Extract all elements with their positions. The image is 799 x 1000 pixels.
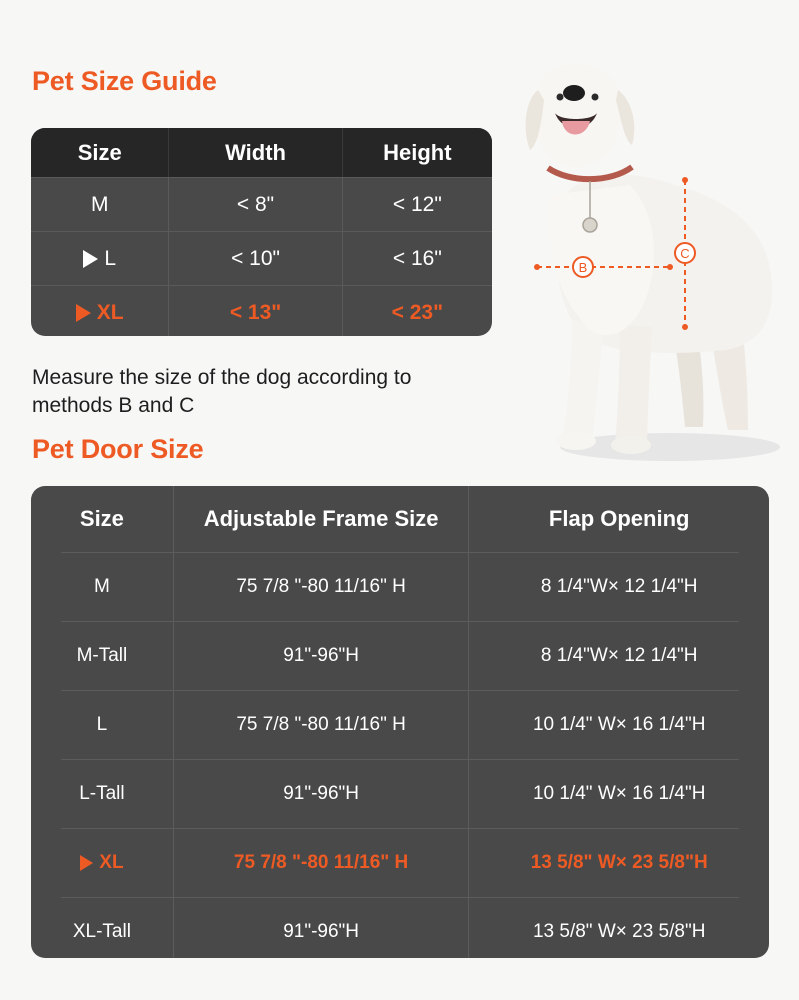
header-flap-opening: Flap Opening [468, 486, 769, 552]
table-row-highlighted [31, 829, 769, 897]
flap-cell: 10 1/4" W× 16 1/4"H [468, 760, 769, 828]
height-cell: < 12" [342, 178, 492, 231]
table-row [31, 691, 769, 759]
flap-cell: 8 1/4"W× 12 1/4"H [468, 622, 769, 690]
size-cell: M [90, 192, 109, 216]
table-row [31, 898, 769, 958]
height-cell: < 16" [342, 232, 492, 285]
dog-illustration [500, 55, 790, 465]
header-width: Width [168, 128, 341, 177]
size-cell: L-Tall [79, 783, 125, 804]
table-row [31, 622, 769, 690]
flap-cell: 10 1/4" W× 16 1/4"H [468, 691, 769, 759]
table-row [31, 177, 492, 231]
width-cell: < 8" [168, 178, 341, 231]
door-table-header [31, 486, 769, 552]
size-cell: M [93, 576, 110, 597]
frame-cell: 91"-96"H [173, 760, 469, 828]
door-size-table [31, 486, 769, 958]
size-guide-table [31, 128, 492, 336]
table-row [31, 553, 769, 621]
label-c: C [680, 246, 690, 261]
measure-note: Measure the size of the dog according to methods B and C [32, 366, 412, 417]
label-b: B [578, 260, 588, 275]
size-cell [31, 286, 168, 336]
play-arrow-icon [80, 855, 93, 871]
size-cell: XL-Tall [72, 921, 131, 942]
header-height: Height [342, 128, 492, 177]
height-cell: < 23" [342, 286, 492, 336]
size-label: L [104, 246, 117, 270]
play-arrow-icon [76, 304, 91, 322]
size-cell: M-Tall [76, 645, 128, 666]
flap-cell: 13 5/8" W× 23 5/8"H [468, 829, 769, 897]
play-arrow-icon [83, 250, 98, 268]
size-cell [31, 232, 168, 285]
header-size: Size [77, 139, 122, 165]
frame-cell: 91"-96"H [173, 622, 469, 690]
header-frame-size: Adjustable Frame Size [173, 486, 469, 552]
table-row [31, 231, 492, 285]
frame-cell: 75 7/8 "-80 11/16" H [173, 829, 469, 897]
door-size-title: Pet Door Size [32, 434, 204, 464]
frame-cell: 75 7/8 "-80 11/16" H [173, 553, 469, 621]
frame-cell: 75 7/8 "-80 11/16" H [173, 691, 469, 759]
table-row [31, 760, 769, 828]
frame-cell: 91"-96"H [173, 898, 469, 958]
header-size: Size [79, 506, 124, 531]
size-label: XL [99, 852, 124, 873]
size-label: XL [96, 300, 124, 324]
size-guide-header [31, 128, 492, 177]
width-cell: < 13" [168, 286, 341, 336]
size-cell: L [96, 714, 108, 735]
flap-cell: 13 5/8" W× 23 5/8"H [468, 898, 769, 958]
table-row-highlighted [31, 285, 492, 336]
size-guide-title: Pet Size Guide [32, 66, 217, 96]
flap-cell: 8 1/4"W× 12 1/4"H [468, 553, 769, 621]
width-cell: < 10" [168, 232, 341, 285]
size-cell [31, 829, 173, 897]
